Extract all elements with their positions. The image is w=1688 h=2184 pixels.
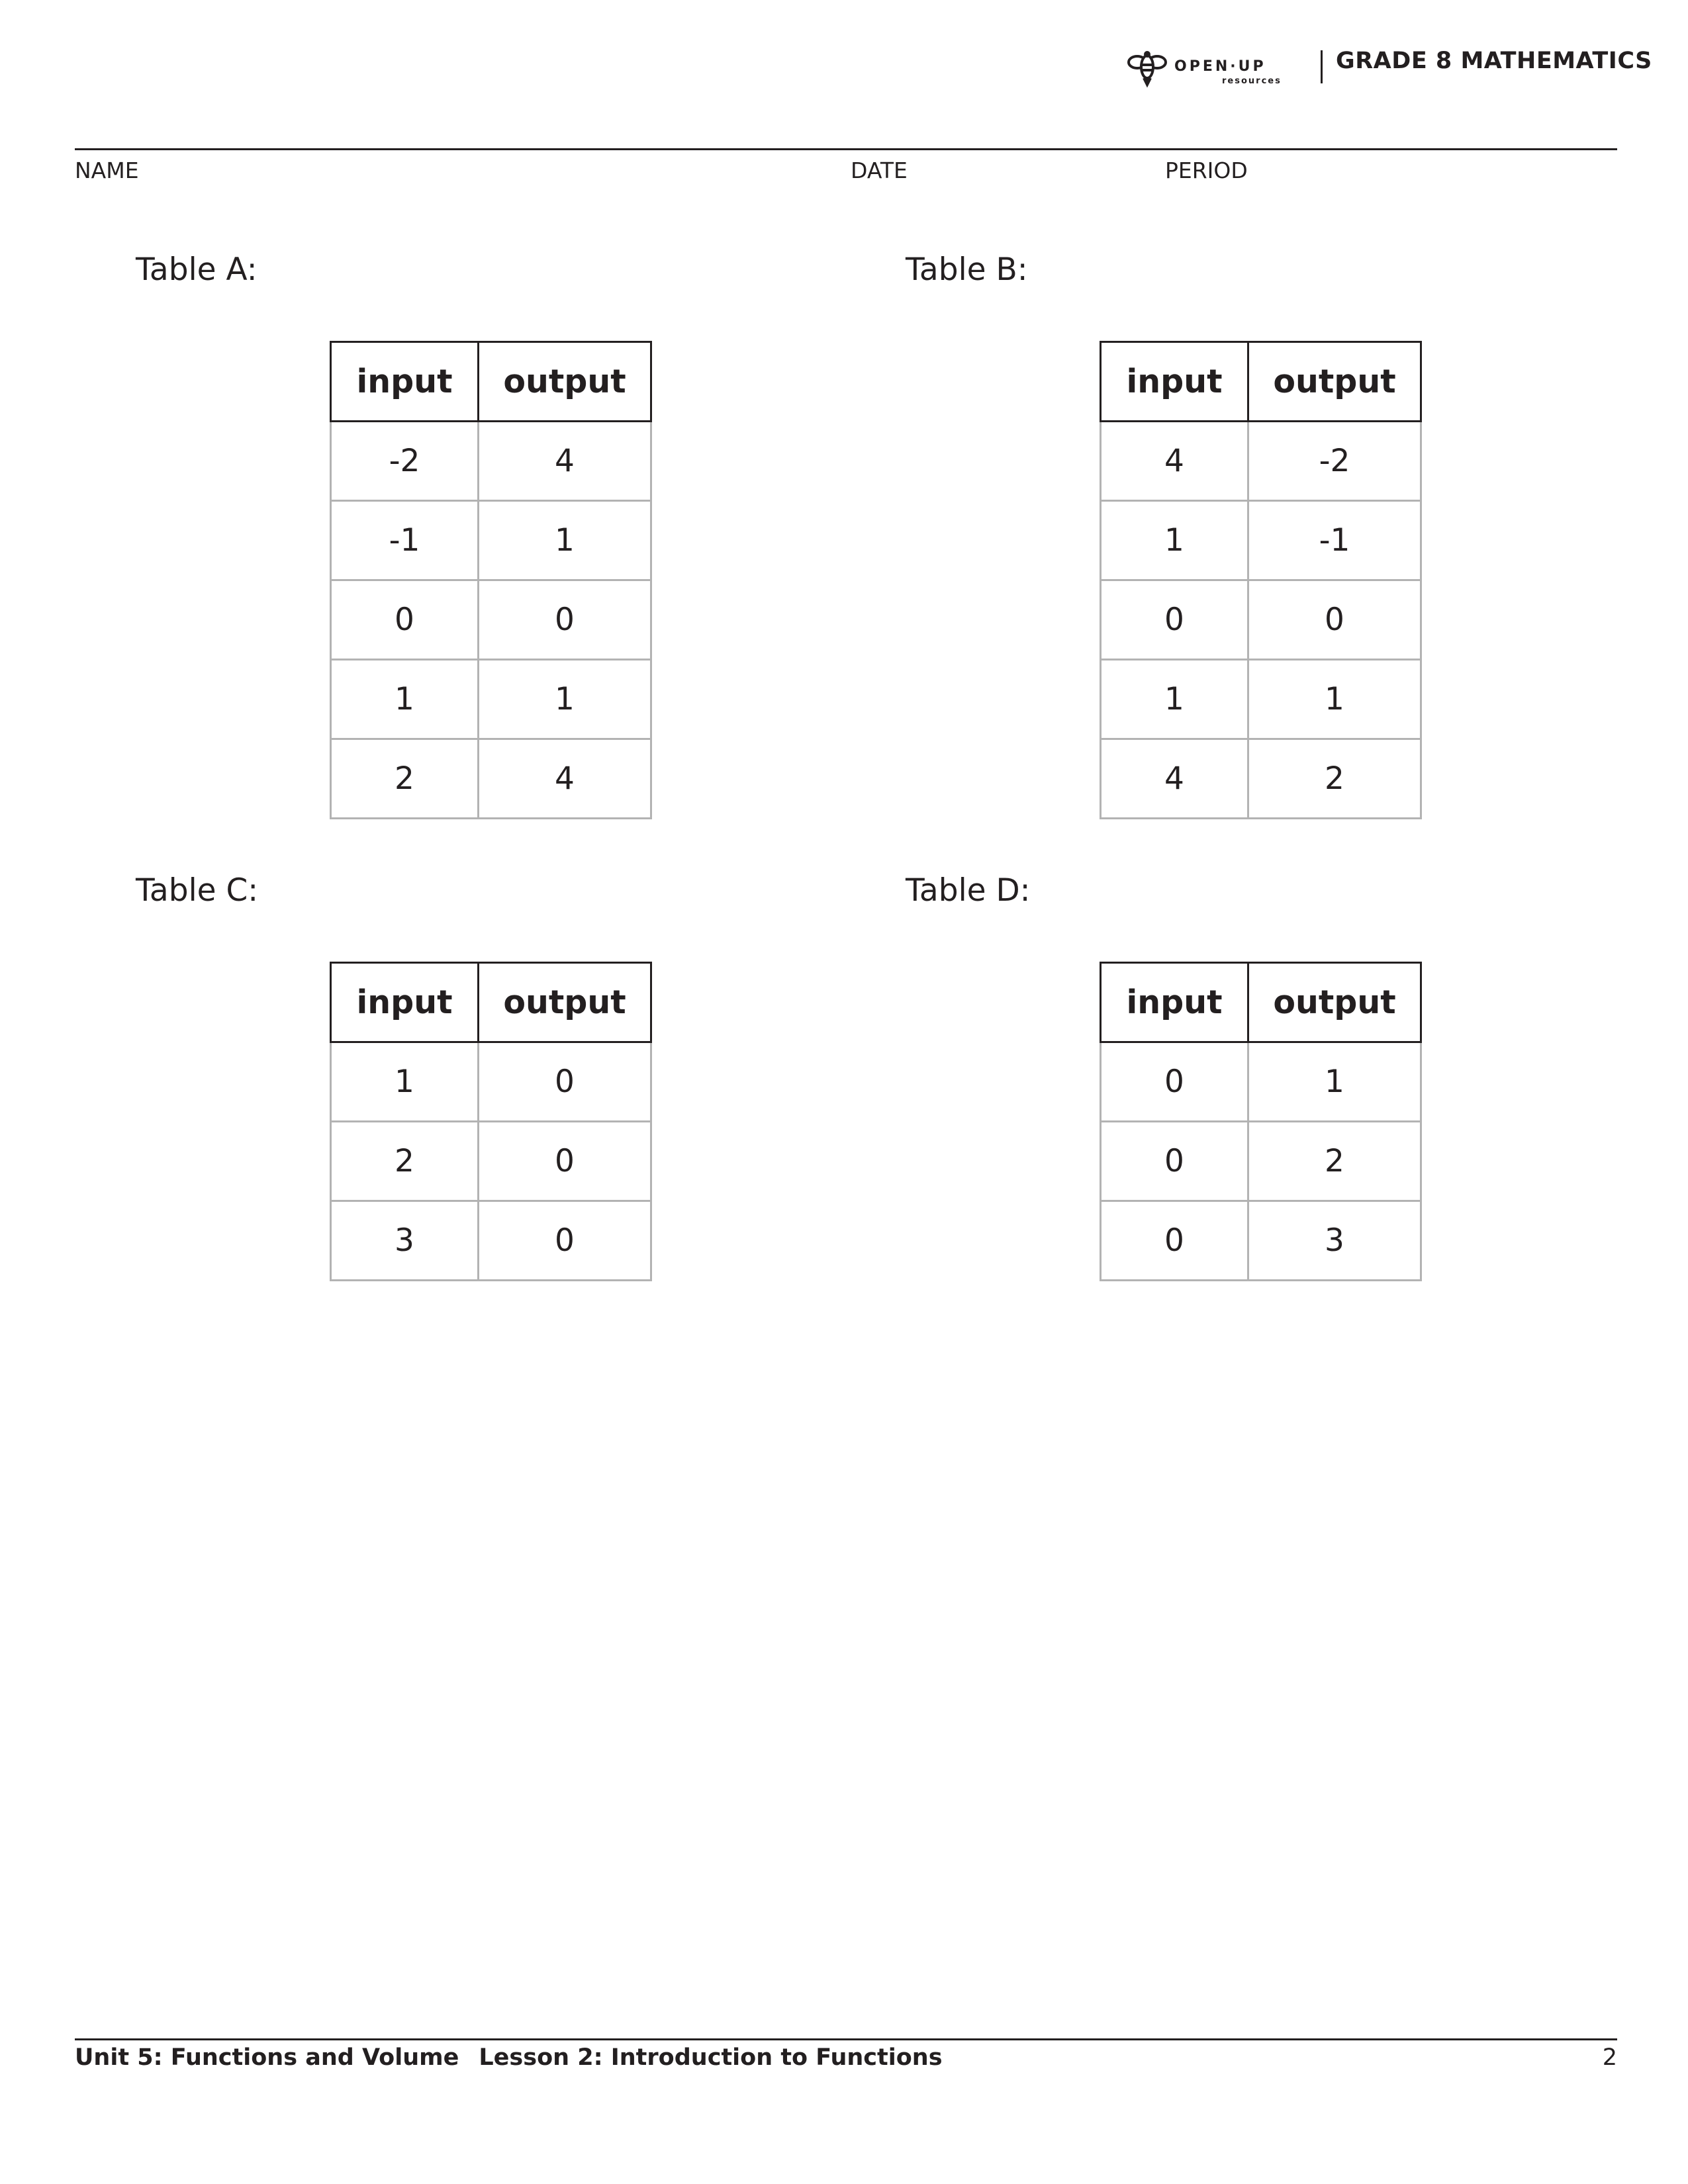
input-cell: 0 [1101,1042,1248,1122]
table-row [1101,660,1421,739]
output-cell: 0 [479,1122,651,1201]
date-label: DATE [851,158,908,183]
output-cell: 1 [1248,1042,1421,1122]
footer-rule [75,2038,1617,2040]
open-up-resources-logo [1125,49,1295,89]
input-cell: 1 [1101,501,1248,580]
footer-breadcrumb [75,2044,943,2071]
input-cell: 3 [331,1201,479,1281]
output-cell: 2 [1248,1122,1421,1201]
output-header: output [1248,963,1421,1042]
output-cell: 1 [479,660,651,739]
header-divider [1321,50,1323,83]
output-header: output [1248,342,1421,422]
input-header: input [331,963,479,1042]
input-cell: 0 [1101,580,1248,660]
table-row [331,660,651,739]
output-cell: -2 [1248,422,1421,501]
input-cell: 1 [331,660,479,739]
input-cell: 1 [331,1042,479,1122]
page-number: 2 [1602,2044,1617,2071]
input-cell: 1 [1101,660,1248,739]
table-header-row [331,342,651,422]
bee-icon [1129,52,1166,85]
table-row [1101,739,1421,819]
table-row [1101,501,1421,580]
input-cell: 2 [331,1122,479,1201]
input-cell: 4 [1101,739,1248,819]
table-row [1101,422,1421,501]
course-title: GRADE 8 MATHEMATICS [1336,48,1652,74]
output-cell: 1 [479,501,651,580]
output-cell: 0 [1248,580,1421,660]
table-a [330,341,652,819]
output-cell: 4 [479,422,651,501]
table-row [331,501,651,580]
table-d [1100,962,1422,1281]
input-cell: 0 [1101,1122,1248,1201]
table-row [331,422,651,501]
output-cell: 2 [1248,739,1421,819]
table-b-caption: Table B: [906,251,1028,288]
table-row [1101,580,1421,660]
output-cell: 3 [1248,1201,1421,1281]
table-header-row [1101,963,1421,1042]
input-cell: -2 [331,422,479,501]
output-header: output [479,342,651,422]
name-label: NAME [75,158,139,183]
output-cell: 4 [479,739,651,819]
output-cell: 0 [479,1201,651,1281]
svg-text:OPEN·UP: OPEN·UP [1174,58,1266,75]
footer-unit: Unit 5: Functions and Volume [75,2044,459,2071]
input-header: input [1101,963,1248,1042]
input-cell: 2 [331,739,479,819]
svg-text:resources: resources [1222,76,1282,86]
table-row [331,1042,651,1122]
period-label: PERIOD [1165,158,1248,183]
input-cell: 0 [1101,1201,1248,1281]
input-cell: 0 [331,580,479,660]
table-header-row [1101,342,1421,422]
table-row [1101,1042,1421,1122]
input-header: input [1101,342,1248,422]
table-c [330,962,652,1281]
table-row [1101,1122,1421,1201]
table-row [331,739,651,819]
input-cell: -1 [331,501,479,580]
table-row [331,1201,651,1281]
output-cell: -1 [1248,501,1421,580]
table-a-caption: Table A: [136,251,258,288]
output-cell: 1 [1248,660,1421,739]
table-d-caption: Table D: [906,872,1031,909]
table-row [331,580,651,660]
table-row [331,1122,651,1201]
input-header: input [331,342,479,422]
table-c-caption: Table C: [136,872,259,909]
input-cell: 4 [1101,422,1248,501]
output-header: output [479,963,651,1042]
table-b [1100,341,1422,819]
footer-lesson: Lesson 2: Introduction to Functions [479,2044,943,2071]
output-cell: 0 [479,580,651,660]
table-row [1101,1201,1421,1281]
name-line [75,148,1617,150]
table-header-row [331,963,651,1042]
output-cell: 0 [479,1042,651,1122]
